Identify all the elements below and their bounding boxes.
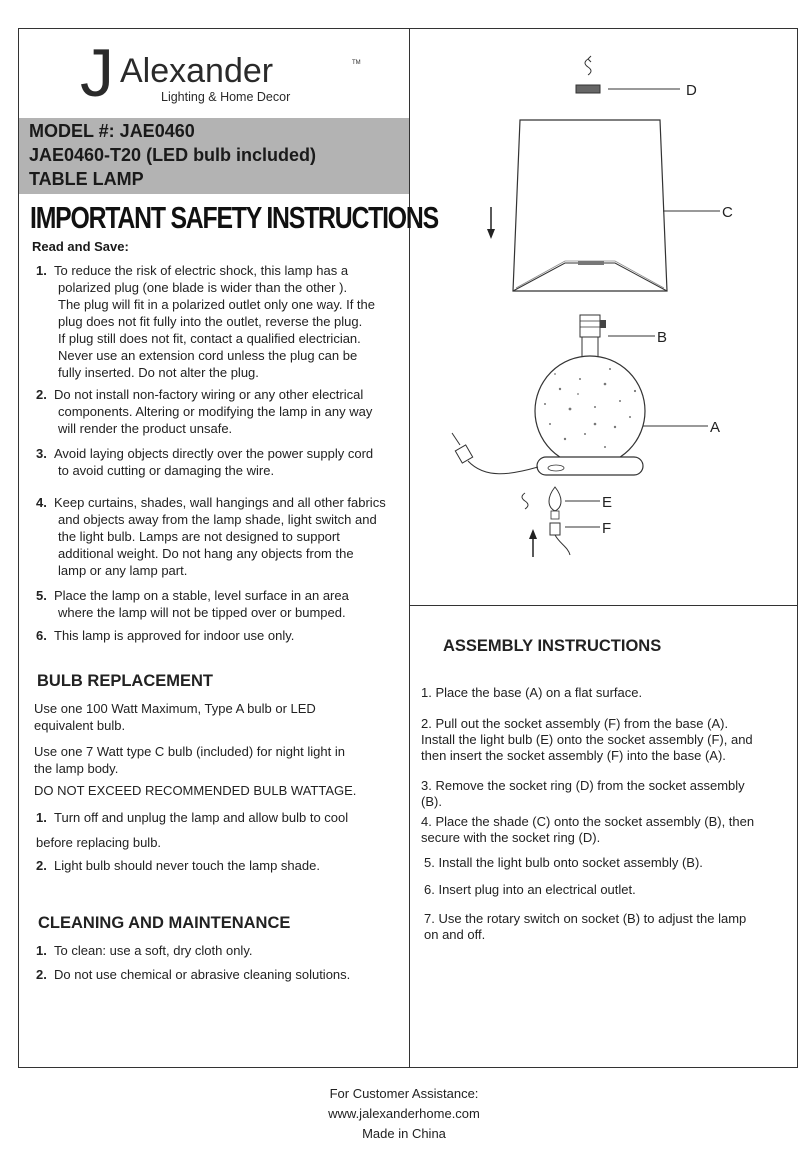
cleaning-item-1: [36, 942, 408, 959]
shade-c: [513, 120, 733, 291]
globe-base-a: [535, 356, 720, 475]
line: Use one 100 Watt Maximum, Type A bulb or LED: [34, 701, 316, 716]
line: 5. Install the light bulb onto socket assembly (B).: [424, 855, 703, 870]
line: 1. Place the base (A) on a flat surface.: [421, 685, 643, 700]
line: 7. Use the rotary switch on socket (B) to adjust the lamp: [424, 911, 747, 926]
line: the lamp body.: [34, 761, 119, 776]
line: Light bulb should never touch the lamp shade.: [54, 858, 320, 873]
line: To clean: use a soft, dry cloth only.: [54, 943, 253, 958]
customer-assistance: For Customer Assistance:: [329, 1086, 479, 1101]
line: Turn off and unplug the lamp and allow bulb to cool: [54, 810, 349, 825]
line: 4. Place the shade (C) onto the socket assembly (B), then: [421, 814, 755, 829]
safety-item-3: [36, 445, 408, 479]
model-variant: JAE0460-T20 (LED bulb included): [29, 145, 317, 165]
assembly-step-4: [421, 814, 791, 846]
assembly-step-2: [421, 716, 791, 764]
logo-trademark: TM: [352, 60, 361, 66]
item-number: 2.: [36, 387, 47, 402]
label-b: B: [657, 329, 668, 346]
socket-assembly-f: [550, 520, 611, 555]
assembly-heading: ASSEMBLY INSTRUCTIONS: [443, 637, 662, 655]
line: fully inserted. Do not alter the plug.: [58, 365, 259, 380]
safety-item-1: [36, 262, 408, 381]
cleaning-item-2: [36, 966, 408, 983]
line: the light bulb. Lamps are not designed to support: [58, 529, 340, 544]
line: 6. Insert plug into an electrical outlet.: [424, 882, 636, 897]
item-number: 5.: [36, 588, 47, 603]
origin: Made in China: [362, 1126, 446, 1141]
line: to avoid cutting or damaging the wire.: [58, 463, 275, 478]
safety-item-2: [36, 386, 408, 437]
power-cord: [452, 433, 538, 474]
line: secure with the socket ring (D).: [421, 830, 601, 845]
line: then insert the socket assembly (F) into the base (A).: [421, 748, 726, 763]
footer: [0, 1086, 808, 1146]
bulb-step-2: [36, 857, 398, 874]
product-type: TABLE LAMP: [29, 169, 144, 189]
lamp-exploded-diagram: [410, 29, 798, 604]
bulb-heading: BULB REPLACEMENT: [37, 672, 213, 690]
line: Do not install non-factory wiring or any other electrical: [54, 387, 364, 402]
bulb-para-2: [34, 743, 406, 777]
logo-tagline: Lighting & Home Decor: [161, 90, 291, 104]
line: polarized plug (one blade is wider than the other ).: [58, 280, 348, 295]
label-d: D: [686, 82, 697, 99]
line: To reduce the risk of electric shock, this lamp has a: [54, 263, 349, 278]
up-arrow-icon: [529, 529, 537, 557]
item-number: 2.: [36, 967, 47, 982]
line: Use one 7 Watt type C bulb (included) for night light in: [34, 744, 345, 759]
line: before replacing bulb.: [36, 835, 162, 850]
line: will render the product unsafe.: [58, 421, 233, 436]
item-number: 3.: [36, 446, 47, 461]
label-c: C: [722, 204, 733, 221]
line: If plug still does not fit, contact a qualified electrician.: [58, 331, 361, 346]
line: Keep curtains, shades, wall hangings and all other fabrics: [54, 495, 386, 510]
line: 2. Pull out the socket assembly (F) from the base (A).: [421, 716, 729, 731]
bulb-para-1: [34, 700, 406, 734]
socket-ring-d: [576, 56, 697, 99]
item-number: 1.: [36, 263, 47, 278]
bulb-step-1: [36, 809, 398, 851]
label-f: F: [602, 520, 612, 537]
website-link[interactable]: www.jalexanderhome.com: [328, 1106, 480, 1121]
safety-item-5: [36, 587, 408, 621]
model-number: MODEL #: JAE0460: [29, 121, 195, 141]
line: and objects away from the lamp shade, light switch and: [58, 512, 377, 527]
logo-name: Alexander: [120, 52, 274, 90]
assembly-step-6: [424, 882, 794, 898]
label-a: A: [710, 419, 721, 436]
line: 3. Remove the socket ring (D) from the socket assembly: [421, 778, 745, 793]
safety-title: IMPORTANT SAFETY INSTRUCTIONS: [30, 200, 438, 235]
item-number: 1.: [36, 810, 47, 825]
model-header: [19, 118, 409, 194]
read-and-save: Read and Save:: [32, 239, 129, 254]
brand-logo: [78, 34, 378, 114]
down-arrow-icon: [487, 207, 495, 239]
item-number: 4.: [36, 495, 47, 510]
line: equivalent bulb.: [34, 718, 126, 733]
assembly-step-5: [424, 855, 794, 871]
line: Avoid laying objects directly over the power supply cord: [54, 446, 374, 461]
line: components. Altering or modifying the lamp in any way: [58, 404, 373, 419]
assembly-step-1: [421, 685, 791, 701]
line: The plug will fit in a polarized outlet only one way. If the: [58, 297, 375, 312]
line: additional weight. Do not hang any objects from the: [58, 546, 354, 561]
line: lamp or any lamp part.: [58, 563, 188, 578]
label-e: E: [602, 494, 613, 511]
assembly-step-7: [424, 911, 794, 943]
diagram-divider: [410, 605, 798, 606]
line: on and off.: [424, 927, 486, 942]
item-number: 2.: [36, 858, 47, 873]
line: Place the lamp on a stable, level surface in an area: [54, 588, 349, 603]
item-number: 1.: [36, 943, 47, 958]
cleaning-heading: CLEANING AND MAINTENANCE: [38, 914, 291, 932]
logo-initial: J: [80, 35, 114, 111]
line: Do not use chemical or abrasive cleaning solutions.: [54, 967, 351, 982]
bulb-e: [522, 487, 612, 519]
line: Install the light bulb (E) onto the socket assembly (F), and: [421, 732, 753, 747]
line: Never use an extension cord unless the plug can be: [58, 348, 358, 363]
bulb-warning: DO NOT EXCEED RECOMMENDED BULB WATTAGE.: [34, 783, 357, 798]
item-number: 6.: [36, 628, 47, 643]
assembly-step-3: [421, 778, 791, 810]
safety-item-6: [36, 627, 408, 644]
line: This lamp is approved for indoor use only.: [54, 628, 295, 643]
line: plug does not fit fully into the outlet, reverse the plug.: [58, 314, 363, 329]
line: (B).: [421, 794, 442, 809]
line: where the lamp will not be tipped over or bumped.: [58, 605, 346, 620]
safety-item-4: [36, 494, 408, 579]
